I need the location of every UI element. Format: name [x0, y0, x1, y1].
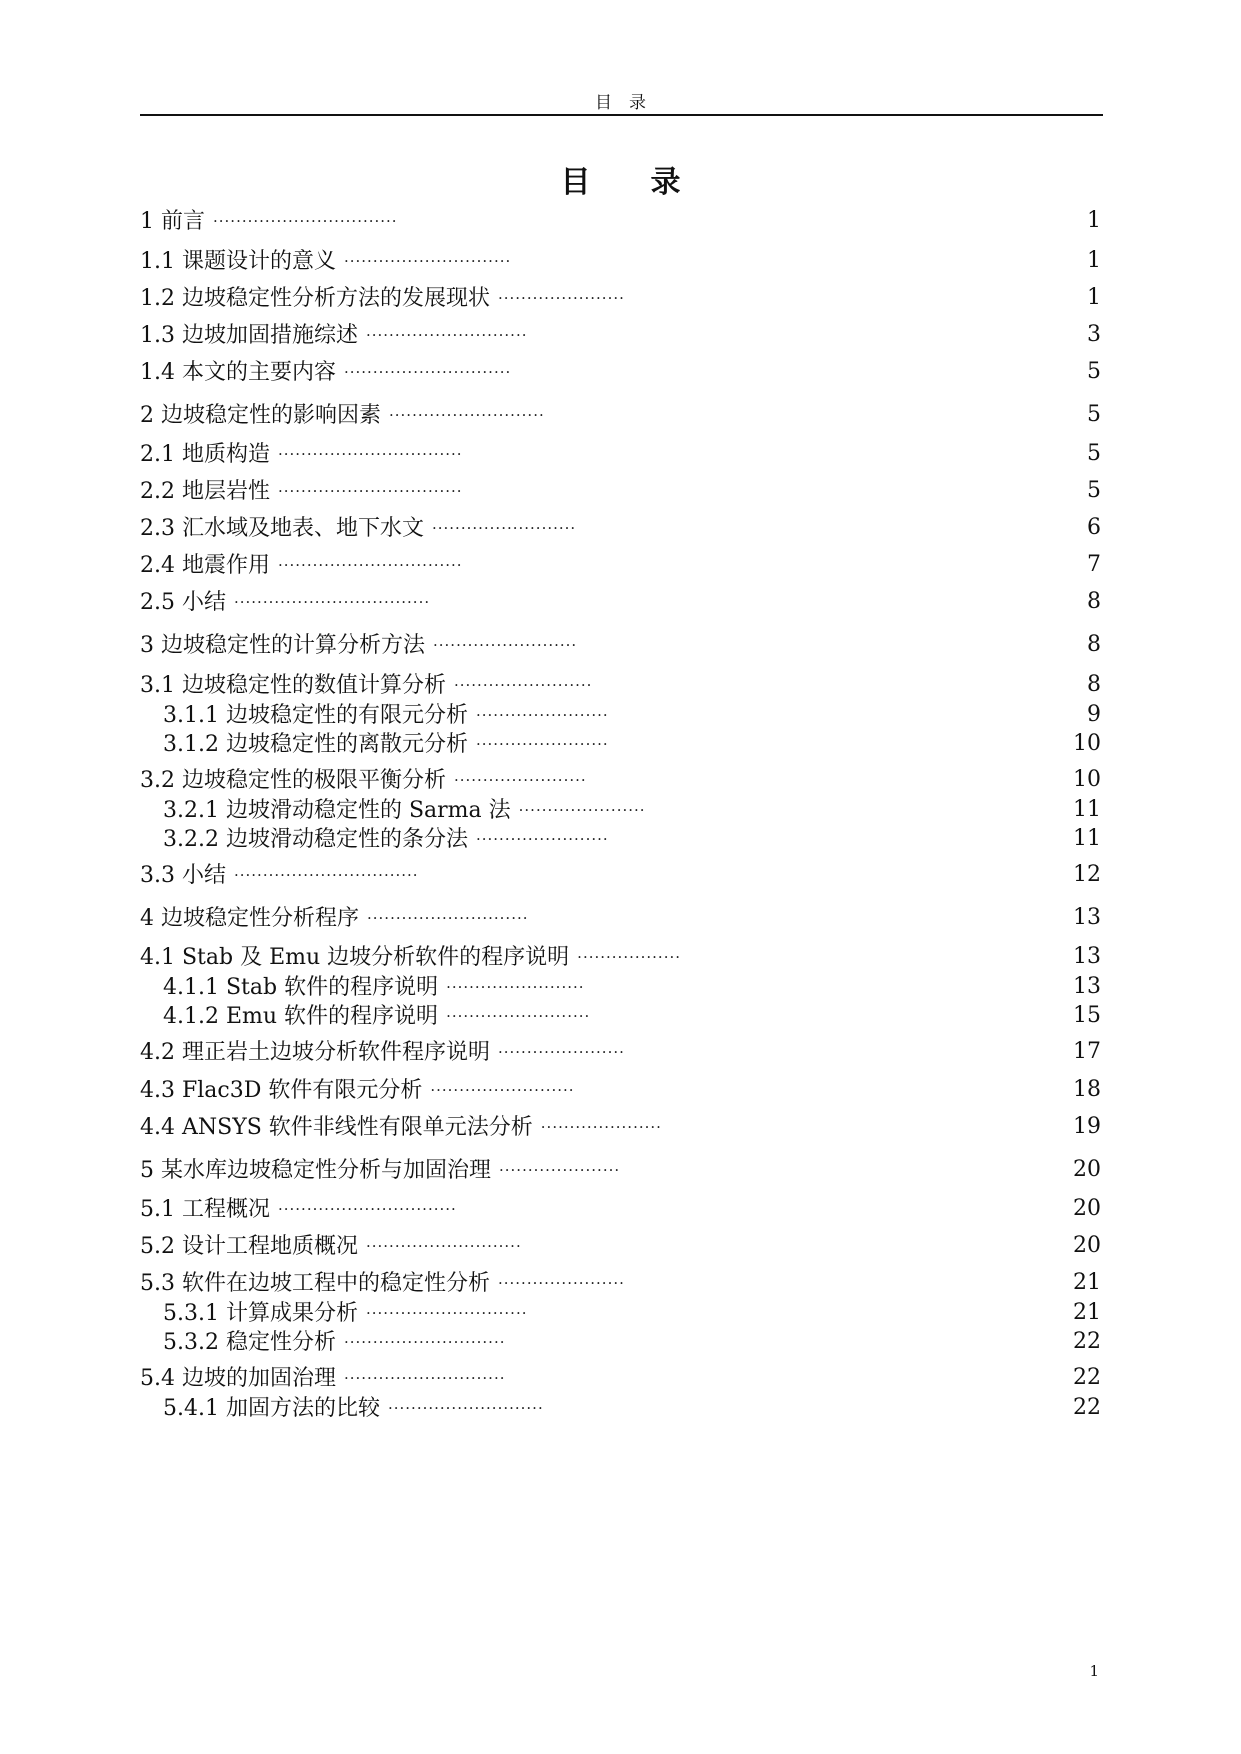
toc-entry[interactable]	[0, 1194, 1241, 1224]
toc-entry-label	[140, 1268, 625, 1299]
toc-leader-dots: ······················	[497, 289, 625, 307]
toc-entry[interactable]	[0, 1298, 1241, 1328]
toc-entry-label	[163, 1393, 544, 1424]
toc-entry[interactable]	[0, 1327, 1241, 1357]
toc-entry[interactable]	[0, 587, 1241, 617]
toc-entry-label	[163, 824, 609, 855]
toc-entry-page-number: 1	[1087, 285, 1101, 310]
toc-leader-dots: ····························	[365, 326, 528, 344]
toc-entry-label	[140, 1075, 575, 1106]
toc-entry-label	[163, 1298, 528, 1329]
toc-entry-page-number: 21	[1073, 1270, 1101, 1295]
toc-entry[interactable]	[0, 765, 1241, 795]
toc-entry-title: 5.4.1 加固方法的比较	[163, 1396, 380, 1421]
toc-entry-title: 2.4 地震作用	[140, 553, 270, 578]
toc-entry-title: 1.1 课题设计的意义	[140, 249, 336, 274]
toc-entry-title: 4.3 Flac3D 软件有限元分析	[140, 1078, 423, 1103]
toc-entry[interactable]	[0, 1001, 1241, 1031]
toc-leader-dots: ····························	[365, 1304, 528, 1322]
toc-leader-dots: ·····················	[499, 1161, 621, 1179]
running-header: 目 录	[595, 93, 646, 113]
toc-entry-page-number: 8	[1087, 672, 1101, 697]
toc-entry-page-number: 21	[1073, 1300, 1101, 1325]
toc-entry-page-number: 6	[1087, 515, 1101, 540]
toc-entry-title: 1 前言	[140, 209, 205, 234]
toc-entry-label	[140, 1231, 522, 1262]
toc-leader-dots: ························	[453, 676, 593, 694]
toc-entry-page-number: 11	[1073, 826, 1101, 851]
toc-entry-label	[140, 1194, 457, 1225]
toc-entry-page-number: 22	[1073, 1365, 1101, 1390]
toc-entry-title: 5.3.2 稳定性分析	[163, 1330, 336, 1355]
toc-entry[interactable]	[0, 729, 1241, 759]
toc-entry[interactable]	[0, 1155, 1241, 1185]
toc-entry[interactable]	[0, 206, 1241, 236]
toc-entry-title: 5.1 工程概况	[140, 1197, 270, 1222]
toc-entry-label	[140, 246, 511, 277]
toc-entry-label	[140, 903, 529, 934]
toc-entry-page-number: 5	[1087, 359, 1101, 384]
toc-leader-dots: ····························	[343, 1333, 506, 1351]
toc-entry-page-number: 20	[1073, 1196, 1101, 1221]
toc-entry[interactable]	[0, 246, 1241, 276]
toc-leader-dots: ·························	[430, 1081, 575, 1099]
toc-entry[interactable]	[0, 1112, 1241, 1142]
toc-entry-page-number: 1	[1087, 248, 1101, 273]
toc-entry-page-number: 19	[1073, 1114, 1101, 1139]
toc-entry[interactable]	[0, 903, 1241, 933]
toc-entry[interactable]	[0, 1075, 1241, 1105]
toc-entry-page-number: 15	[1073, 1003, 1101, 1028]
toc-entry-label	[140, 320, 528, 351]
toc-entry[interactable]	[0, 476, 1241, 506]
toc-entry[interactable]	[0, 320, 1241, 350]
toc-entry[interactable]	[0, 283, 1241, 313]
toc-entry-title: 2.3 汇水域及地表、地下水文	[140, 516, 424, 541]
toc-entry[interactable]	[0, 439, 1241, 469]
toc-entry-label	[163, 1001, 590, 1032]
toc-entry-page-number: 20	[1073, 1233, 1101, 1258]
toc-entry-label	[140, 1112, 662, 1143]
toc-entry-title: 5.4 边坡的加固治理	[140, 1366, 336, 1391]
toc-entry-title: 4.1.2 Emu 软件的程序说明	[163, 1004, 439, 1029]
toc-entry-label	[140, 1037, 625, 1068]
toc-entry[interactable]	[0, 824, 1241, 854]
toc-leader-dots: ····························	[367, 909, 529, 927]
toc-leader-dots: ·······················	[453, 771, 587, 789]
toc-leader-dots: ·······························	[277, 1200, 457, 1218]
toc-entry[interactable]	[0, 357, 1241, 387]
toc-entry[interactable]	[0, 972, 1241, 1002]
toc-entry-page-number: 9	[1087, 702, 1101, 727]
toc-entry[interactable]	[0, 795, 1241, 825]
toc-entry-page-number: 3	[1087, 322, 1101, 347]
toc-entry-title: 3.1.1 边坡稳定性的有限元分析	[163, 703, 468, 728]
toc-entry[interactable]	[0, 1231, 1241, 1261]
toc-entry-label	[140, 476, 463, 507]
toc-entry-label	[140, 765, 587, 796]
page-number: 1	[1089, 1662, 1099, 1680]
toc-leader-dots: ·······················	[475, 735, 609, 753]
toc-entry-title: 3.2.1 边坡滑动稳定性的 Sarma 法	[163, 798, 511, 823]
toc-entry-label	[140, 630, 577, 661]
toc-entry-label	[163, 700, 609, 731]
toc-leader-dots: ································	[277, 482, 463, 500]
toc-entry-page-number: 22	[1073, 1395, 1101, 1420]
toc-entry-title: 2 边坡稳定性的影响因素	[140, 403, 381, 428]
toc-entry-page-number: 10	[1073, 731, 1101, 756]
toc-leader-dots: ····························	[343, 1369, 506, 1387]
toc-entry[interactable]	[0, 1037, 1241, 1067]
toc-entry[interactable]	[0, 670, 1241, 700]
toc-entry[interactable]	[0, 700, 1241, 730]
toc-entry-title: 5.2 设计工程地质概况	[140, 1234, 358, 1259]
toc-entry-title: 4.1.1 Stab 软件的程序说明	[163, 975, 439, 1000]
toc-entry[interactable]	[0, 630, 1241, 660]
toc-entry-title: 5.3.1 计算成果分析	[163, 1301, 358, 1326]
toc-leader-dots: ································	[277, 556, 463, 574]
toc-entry-page-number: 22	[1073, 1329, 1101, 1354]
toc-entry[interactable]	[0, 1363, 1241, 1393]
toc-leader-dots: ································	[213, 212, 398, 230]
toc-entry-label	[140, 587, 430, 618]
toc-entry[interactable]	[0, 942, 1241, 972]
toc-entry-title: 3.3 小结	[140, 863, 226, 888]
toc-entry-title: 5 某水库边坡稳定性分析与加固治理	[140, 1158, 491, 1183]
toc-leader-dots: ··················	[577, 948, 681, 966]
toc-entry-title: 4.2 理正岩土边坡分析软件程序说明	[140, 1040, 490, 1065]
toc-leader-dots: ······················	[497, 1274, 625, 1292]
toc-leader-dots: ·······················	[475, 830, 609, 848]
toc-entry-label	[140, 670, 592, 701]
toc-entry[interactable]	[0, 860, 1241, 890]
toc-entry-page-number: 7	[1087, 552, 1101, 577]
toc-entry-page-number: 10	[1073, 767, 1101, 792]
toc-entry-title: 3.2.2 边坡滑动稳定性的条分法	[163, 827, 468, 852]
page-title: 目 录	[560, 165, 681, 200]
toc-entry-label	[163, 1327, 506, 1358]
toc-entry[interactable]	[0, 1393, 1241, 1423]
toc-entry[interactable]	[0, 400, 1241, 430]
toc-leader-dots: ·························	[431, 519, 577, 537]
toc-entry-page-number: 13	[1073, 905, 1101, 930]
toc-entry-label	[140, 206, 398, 237]
toc-entry[interactable]	[0, 513, 1241, 543]
toc-entry-label	[140, 283, 625, 314]
toc-entry[interactable]	[0, 1268, 1241, 1298]
toc-entry-label	[163, 795, 646, 826]
toc-entry-title: 4 边坡稳定性分析程序	[140, 906, 359, 931]
toc-entry-page-number: 11	[1073, 797, 1101, 822]
toc-leader-dots: ··································	[233, 593, 431, 611]
toc-entry-label	[140, 1363, 506, 1394]
toc-entry-page-number: 18	[1073, 1077, 1101, 1102]
toc-entry-page-number: 5	[1087, 478, 1101, 503]
toc-leader-dots: ······················	[518, 801, 646, 819]
toc-entry-label	[140, 1155, 620, 1186]
toc-entry-page-number: 8	[1087, 589, 1101, 614]
toc-entry-label	[140, 400, 545, 431]
toc-entry-page-number: 1	[1087, 208, 1101, 233]
header-divider	[140, 114, 1103, 116]
toc-entry-page-number: 17	[1073, 1039, 1101, 1064]
toc-entry-title: 1.2 边坡稳定性分析方法的发展现状	[140, 286, 490, 311]
toc-leader-dots: ·····················	[540, 1118, 662, 1136]
toc-entry-title: 4.4 ANSYS 软件非线性有限单元法分析	[140, 1115, 533, 1140]
toc-leader-dots: ·························	[433, 636, 578, 654]
toc-entry-label	[140, 550, 463, 581]
toc-leader-dots: ························	[446, 978, 585, 996]
toc-leader-dots: ·····························	[343, 363, 512, 381]
toc-leader-dots: ································	[277, 445, 463, 463]
toc-leader-dots: ································	[233, 866, 419, 884]
toc-entry-page-number: 12	[1073, 862, 1101, 887]
toc-entry-label	[140, 357, 511, 388]
toc-entry-page-number: 13	[1073, 974, 1101, 999]
toc-entry-title: 5.3 软件在边坡工程中的稳定性分析	[140, 1271, 490, 1296]
toc-entry-title: 3.2 边坡稳定性的极限平衡分析	[140, 768, 446, 793]
toc-entry-label	[140, 860, 419, 891]
toc-entry-title: 4.1 Stab 及 Emu 边坡分析软件的程序说明	[140, 945, 570, 970]
toc-entry-title: 1.4 本文的主要内容	[140, 360, 336, 385]
toc-entry-title: 2.2 地层岩性	[140, 479, 270, 504]
toc-entry-title: 1.3 边坡加固措施综述	[140, 323, 358, 348]
toc-leader-dots: ·······················	[475, 706, 609, 724]
toc-entry-title: 3.1.2 边坡稳定性的离散元分析	[163, 732, 468, 757]
toc-entry-label	[163, 729, 609, 760]
toc-entry-label	[163, 972, 585, 1003]
toc-entry-title: 2.5 小结	[140, 590, 226, 615]
toc-entry-page-number: 5	[1087, 402, 1101, 427]
toc-leader-dots: ·························	[446, 1007, 591, 1025]
toc-leader-dots: ······················	[497, 1043, 625, 1061]
toc-entry-label	[140, 513, 576, 544]
toc-leader-dots: ···························	[387, 1399, 544, 1417]
toc-entry-page-number: 20	[1073, 1157, 1101, 1182]
toc-entry-label	[140, 439, 463, 470]
toc-entry-label	[140, 942, 681, 973]
toc-entry-title: 3 边坡稳定性的计算分析方法	[140, 633, 425, 658]
toc-leader-dots: ·····························	[343, 252, 512, 270]
toc-entry-page-number: 13	[1073, 944, 1101, 969]
toc-entry-page-number: 5	[1087, 441, 1101, 466]
toc-entry-page-number: 8	[1087, 632, 1101, 657]
toc-leader-dots: ···························	[389, 406, 545, 424]
toc-entry-title: 2.1 地质构造	[140, 442, 270, 467]
toc-entry[interactable]	[0, 550, 1241, 580]
toc-entry-title: 3.1 边坡稳定性的数值计算分析	[140, 673, 446, 698]
toc-leader-dots: ···························	[365, 1237, 522, 1255]
